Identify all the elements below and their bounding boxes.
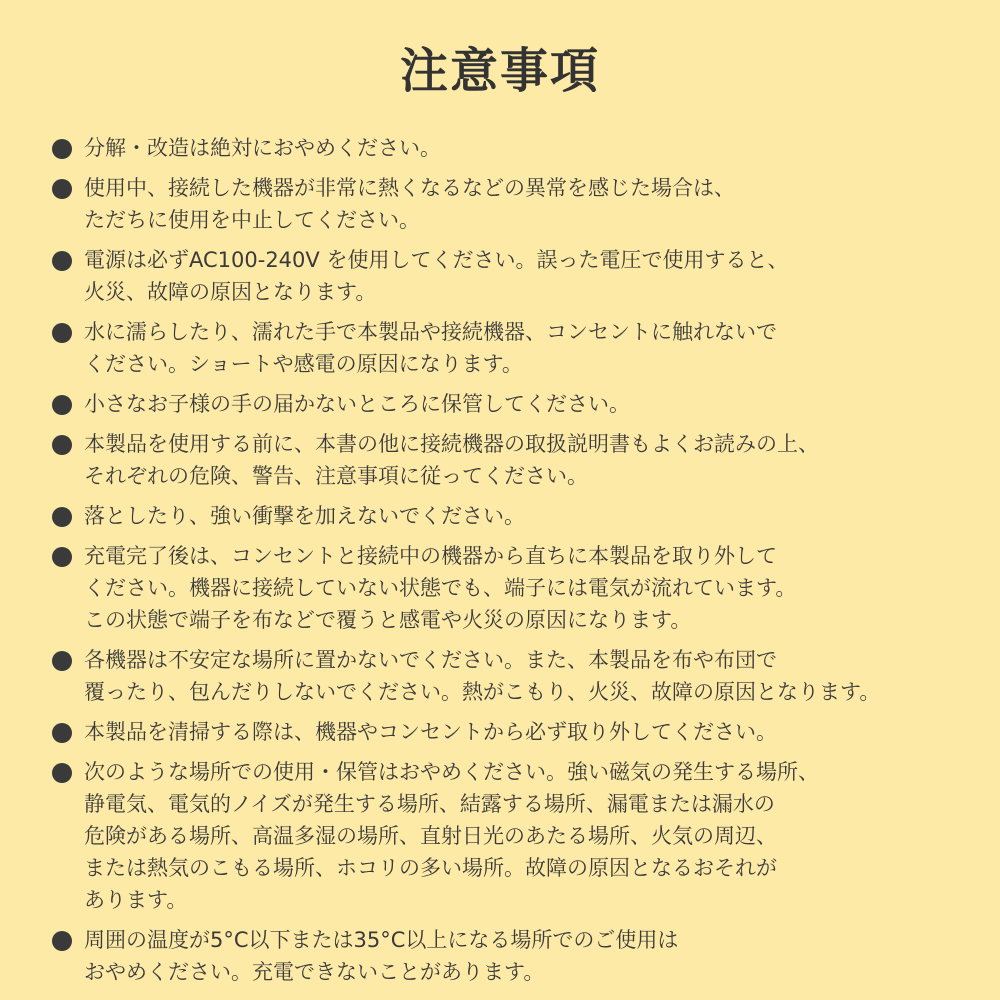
caution-item — [50, 316, 970, 380]
caution-text-line: 静電気、電気的ノイズが発生する場所、結露する場所、漏電または漏水の — [84, 792, 775, 816]
caution-text-line: 使用中、接続した機器が非常に熱くなるなどの異常を感じた場合は、 — [84, 176, 735, 200]
bullet-dot-icon — [52, 931, 72, 951]
caution-text-line: あります。 — [84, 888, 188, 912]
caution-text-line: 水に濡らしたり、濡れた手で本製品や接続機器、コンセントに触れないで — [84, 320, 777, 344]
caution-text-line: ください。ショートや感電の原因になります。 — [84, 352, 523, 376]
caution-text-line: 落としたり、強い衝撃を加えないでください。 — [84, 504, 525, 528]
caution-item — [50, 132, 970, 164]
caution-text-line: 周囲の温度が5°C以下または35°C以上になる場所でのご使用は — [84, 928, 679, 952]
caution-item — [50, 500, 970, 532]
caution-text-line: 危険がある場所、高温多湿の場所、直射日光のあたる場所、火気の周辺、 — [84, 824, 777, 848]
caution-text-line: 分解・改造は絶対におやめください。 — [84, 136, 441, 160]
caution-text-line: ください。機器に接続していない状態でも、端子には電気が流れています。 — [84, 576, 797, 600]
caution-item — [50, 540, 970, 636]
caution-text-line: 電源は必ずAC100-240V を使用してください。誤った電圧で使用すると、 — [84, 248, 789, 272]
caution-text-line: それぞれの危険、警告、注意事項に従ってください。 — [84, 464, 588, 488]
bullet-dot-icon — [52, 507, 72, 527]
caution-text-line: 各機器は不安定な場所に置かないでください。また、本製品を布や布団で — [84, 648, 777, 672]
bullet-dot-icon — [52, 763, 72, 783]
bullet-dot-icon — [52, 323, 72, 343]
caution-text-line: この状態で端子を布などで覆うと感電や火災の原因になります。 — [84, 608, 692, 632]
caution-text-line: 火災、故障の原因となります。 — [84, 280, 377, 304]
caution-text-line: 本製品を使用する前に、本書の他に接続機器の取扱説明書もよくお読みの上、 — [84, 432, 819, 456]
caution-text-line: おやめください。充電できないことがあります。 — [84, 960, 545, 984]
caution-text-line: または熱気のこもる場所、ホコリの多い場所。故障の原因となるおそれが — [84, 856, 777, 880]
bullet-dot-icon — [52, 651, 72, 671]
caution-item — [50, 756, 970, 916]
caution-item — [50, 244, 970, 308]
caution-text-line: ただちに使用を中止してください。 — [84, 208, 420, 232]
caution-text-line: 小さなお子様の手の届かないところに保管してください。 — [84, 392, 630, 416]
caution-item — [50, 428, 970, 492]
bullet-dot-icon — [52, 547, 72, 567]
bullet-dot-icon — [52, 435, 72, 455]
caution-text-line: 次のような場所での使用・保管はおやめください。強い磁気の発生する場所、 — [84, 760, 819, 784]
bullet-dot-icon — [52, 723, 72, 743]
caution-item — [50, 388, 970, 420]
caution-list — [50, 132, 970, 996]
caution-item — [50, 716, 970, 748]
caution-item — [50, 924, 970, 988]
caution-item — [50, 172, 970, 236]
bullet-dot-icon — [52, 139, 72, 159]
bullet-dot-icon — [52, 395, 72, 415]
caution-text-line: 本製品を清掃する際は、機器やコンセントから必ず取り外してください。 — [84, 720, 777, 744]
caution-text-line: 覆ったり、包んだりしないでください。熱がこもり、火災、故障の原因となります。 — [84, 680, 881, 704]
page-title: 注意事項 — [399, 43, 600, 99]
bullet-dot-icon — [52, 251, 72, 271]
caution-text-line: 充電完了後は、コンセントと接続中の機器から直ちに本製品を取り外して — [84, 544, 777, 568]
bullet-dot-icon — [52, 179, 72, 199]
caution-item — [50, 644, 970, 708]
